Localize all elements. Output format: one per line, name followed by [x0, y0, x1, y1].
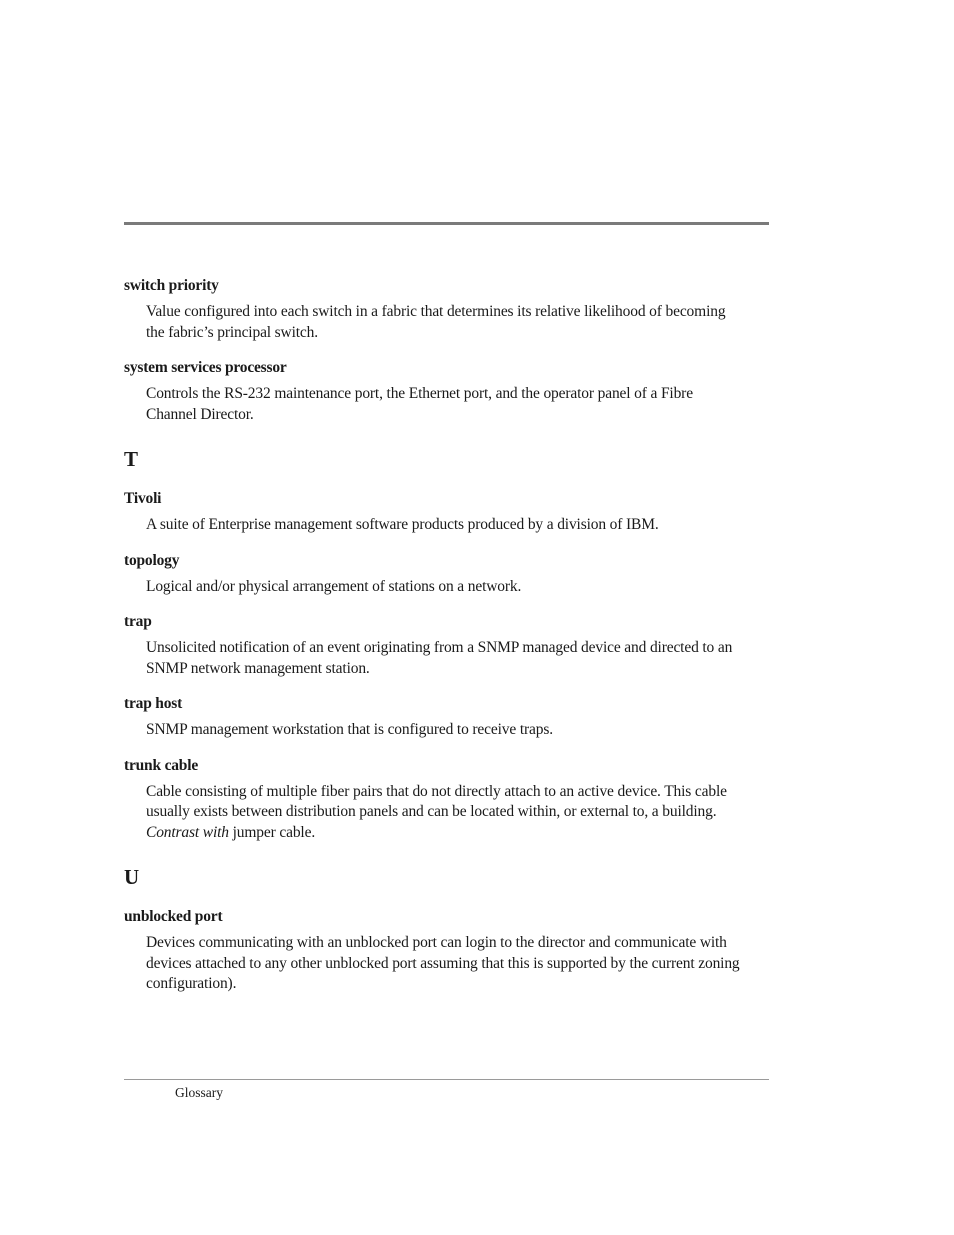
glossary-term: topology: [124, 551, 180, 569]
section-letter-t: T: [124, 447, 139, 471]
glossary-term: switch priority: [124, 277, 219, 294]
footer-rule: [124, 1079, 769, 1080]
glossary-term: unblocked port: [124, 908, 223, 925]
footer-section-label: Glossary: [175, 1085, 223, 1100]
contrast-with-emphasis: Contrast with: [146, 823, 229, 841]
glossary-term: trap: [124, 613, 152, 630]
definition-text: Cable consisting of multiple fiber pairs that do not directly attach to an active device. This cable usually exists between distribution panels and can be located within, or external to, a building.: [146, 782, 727, 820]
glossary-content: [124, 276, 744, 1010]
definition-text: jumper cable.: [232, 823, 316, 841]
section-letter-u: U: [124, 865, 140, 889]
glossary-definition: [146, 782, 744, 844]
glossary-definition: A suite of Enterprise management software products produced by a division of IBM.: [146, 516, 659, 533]
glossary-definition: SNMP management workstation that is configured to receive traps.: [146, 721, 553, 738]
glossary-definition: Controls the RS-232 maintenance port, the Ethernet port, and the operator panel of a Fibre Channel Director.: [146, 385, 693, 423]
glossary-term: Tivoli: [124, 490, 162, 507]
glossary-definition: Logical and/or physical arrangement of stations on a network.: [146, 577, 522, 595]
glossary-term: trunk cable: [124, 756, 199, 774]
glossary-definition: Value configured into each switch in a fabric that determines its relative likelihood of becoming the fabric’s principal switch.: [146, 303, 726, 341]
glossary-term: trap host: [124, 695, 183, 712]
glossary-definition: Unsolicited notification of an event originating from a SNMP managed device and directed to an SNMP network management station.: [146, 639, 733, 677]
glossary-term: system services processor: [124, 359, 287, 376]
glossary-definition: Devices communicating with an unblocked port can login to the director and communicate with devices attached to any other unblocked port assuming that this is supported by the current zoning configuration).: [146, 934, 740, 992]
header-rule: [124, 222, 769, 225]
